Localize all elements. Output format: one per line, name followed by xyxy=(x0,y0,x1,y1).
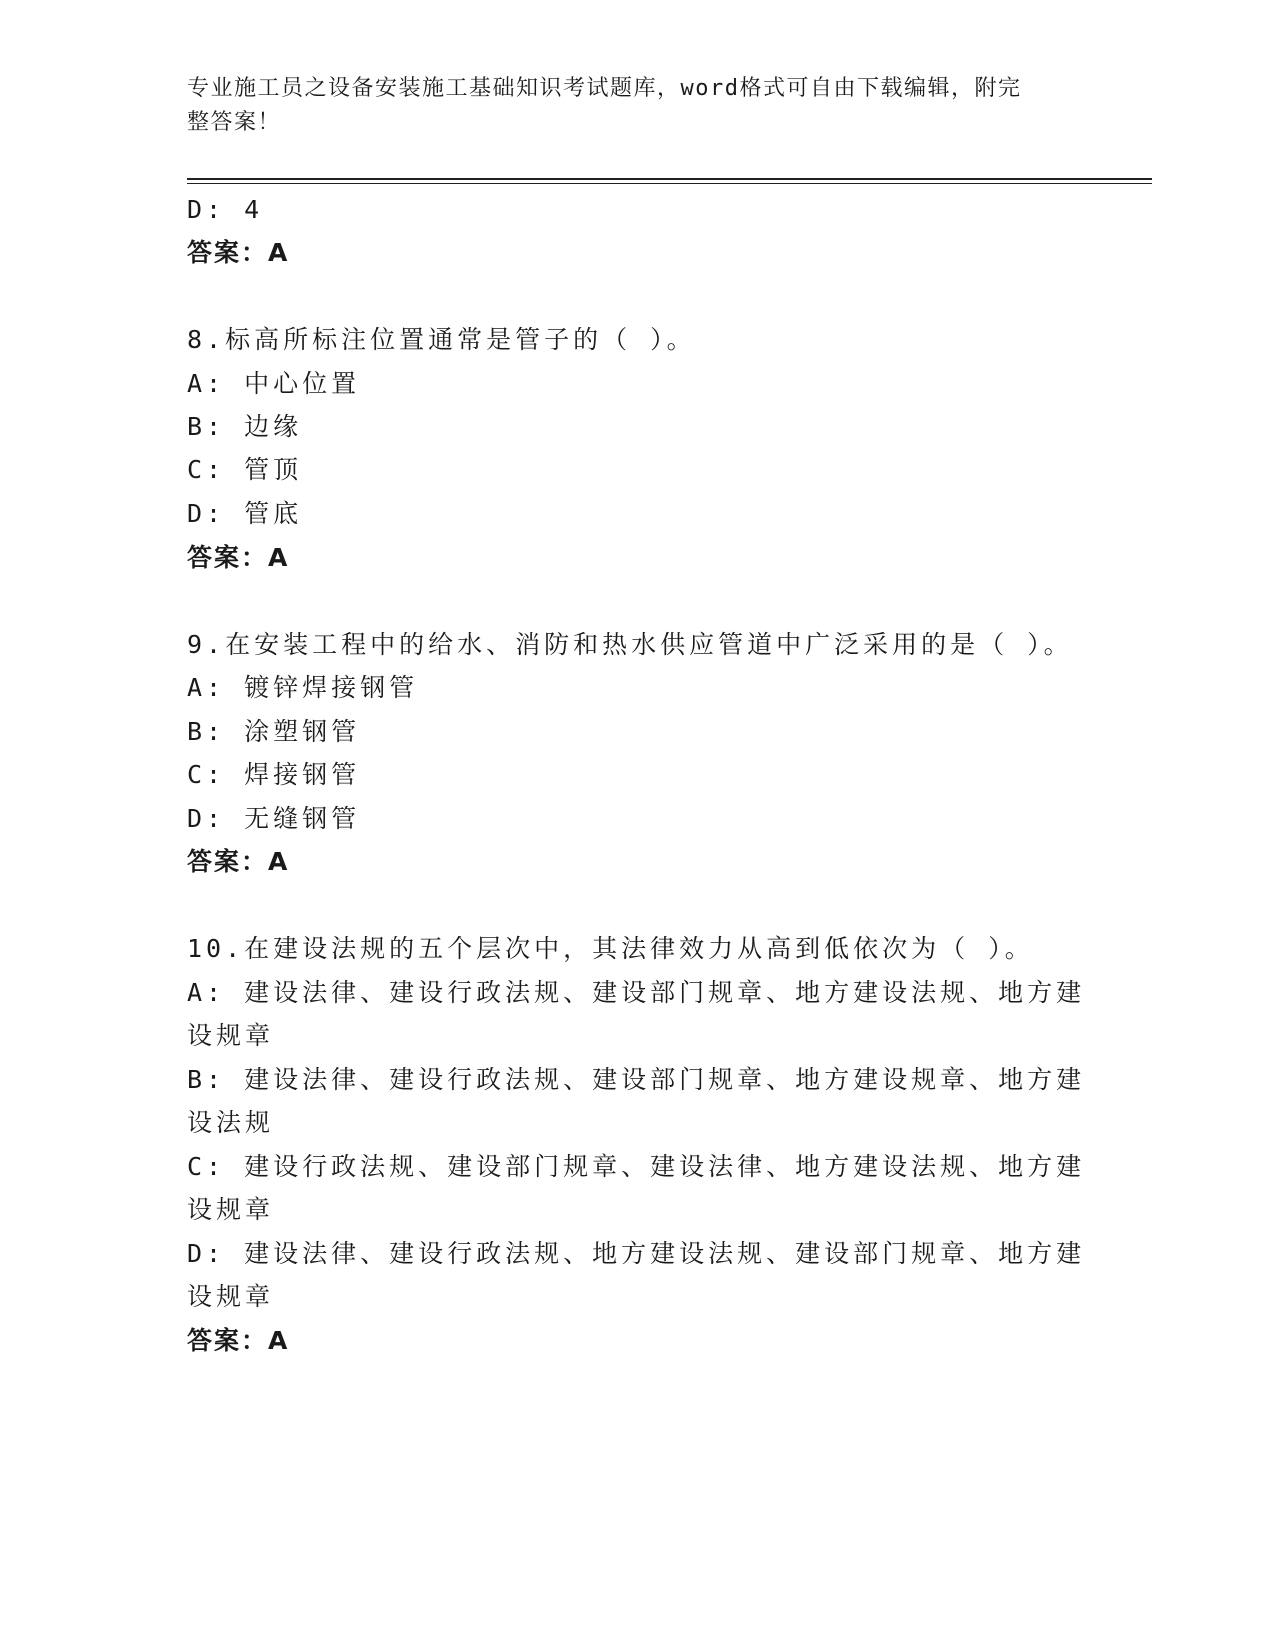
q10-option-b-line2: 设法规 xyxy=(187,1108,275,1137)
q9-answer: 答案：A xyxy=(187,847,290,876)
q10-option-d-line1: D: 建设法律、建设行政法规、地方建设法规、建设部门规章、地方建 xyxy=(187,1239,1086,1268)
q8-stem: 8.标高所标注位置通常是管子的（ ）。 xyxy=(187,325,696,354)
q10-stem: 10.在建设法规的五个层次中，其法律效力从高到低依次为（ ）。 xyxy=(187,934,1034,963)
prev-answer: 答案：A xyxy=(187,238,290,267)
header-line-2: 整答案！ xyxy=(187,110,282,135)
q10-answer: 答案：A xyxy=(187,1326,290,1355)
q9-option-d: D: 无缝钢管 xyxy=(187,804,361,833)
q8-option-b: B: 边缘 xyxy=(187,412,303,441)
q9-option-b: B: 涂塑钢管 xyxy=(187,717,361,746)
q9-stem: 9.在安装工程中的给水、消防和热水供应管道中广泛采用的是（ ）。 xyxy=(187,630,1073,659)
q10-option-b-line1: B: 建设法律、建设行政法规、建设部门规章、地方建设规章、地方建 xyxy=(187,1065,1086,1094)
q10-option-d-line2: 设规章 xyxy=(187,1282,275,1311)
q8-option-a: A: 中心位置 xyxy=(187,369,361,398)
q10-option-a-line2: 设规章 xyxy=(187,1021,275,1050)
header-divider-thick xyxy=(187,178,1152,180)
q10-option-c-line1: C: 建设行政法规、建设部门规章、建设法律、地方建设法规、地方建 xyxy=(187,1152,1086,1181)
q10-option-a-line1: A: 建设法律、建设行政法规、建设部门规章、地方建设法规、地方建 xyxy=(187,978,1086,1007)
q10-option-c-line2: 设规章 xyxy=(187,1195,275,1224)
header-line-1: 专业施工员之设备安装施工基础知识考试题库，word格式可自由下载编辑，附完 xyxy=(187,76,1022,101)
q8-answer: 答案：A xyxy=(187,543,290,572)
q9-option-a: A: 镀锌焊接钢管 xyxy=(187,673,419,702)
prev-option-d: D: 4 xyxy=(187,195,264,224)
q8-option-c: C: 管顶 xyxy=(187,455,303,484)
q9-option-c: C: 焊接钢管 xyxy=(187,760,361,789)
q8-option-d: D: 管底 xyxy=(187,499,303,528)
header-divider-thin xyxy=(187,183,1152,184)
document-header xyxy=(187,72,1067,140)
